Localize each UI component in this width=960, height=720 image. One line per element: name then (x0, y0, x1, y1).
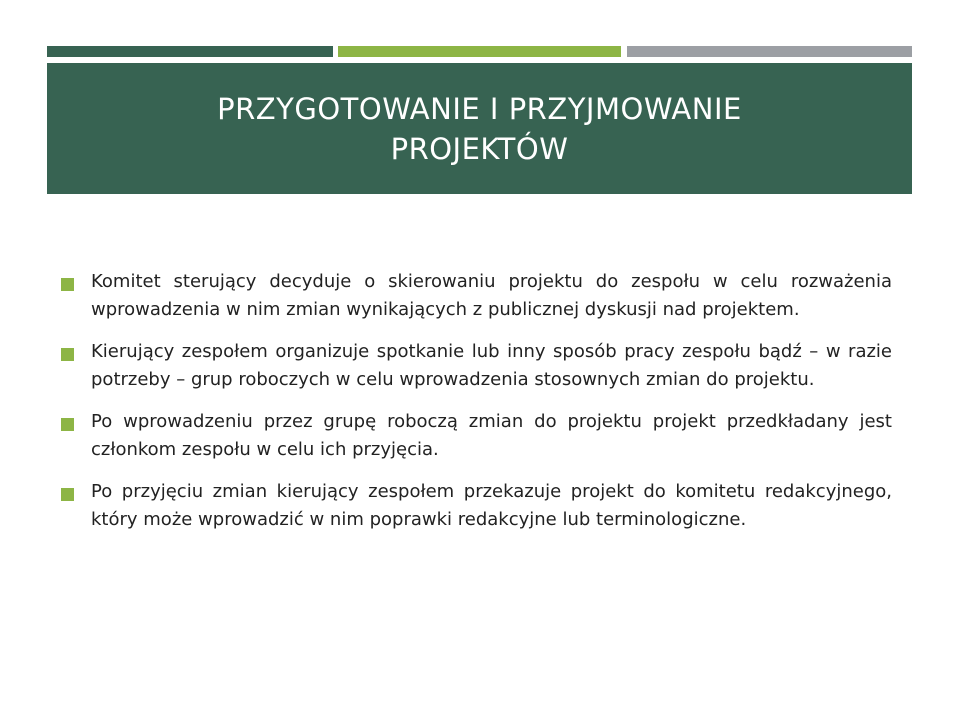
bullet-text: Komitet sterujący decyduje o skierowaniu projektu do zespołu w celu rozważenia wprowadzenia w nim zmian wynikających z publicznej dyskusji nad projektem. (91, 271, 892, 320)
square-bullet-icon (61, 278, 74, 291)
accent-bar-light-green (338, 46, 621, 57)
bullet-text: Po przyjęciu zmian kierujący zespołem przekazuje projekt do komitetu redakcyjnego, który może wprowadzić w nim poprawki redakcyjne lub terminologiczne. (91, 481, 892, 530)
bullet-list (60, 268, 892, 548)
bullet-text: Po wprowadzeniu przez grupę roboczą zmian do projektu projekt przedkładany jest członkom zespołu w celu ich przyjęcia. (91, 411, 892, 460)
square-bullet-icon (61, 348, 74, 361)
bullet-item (60, 338, 892, 394)
bullet-item (60, 268, 892, 324)
bullet-text: Kierujący zespołem organizuje spotkanie lub inny sposób pracy zespołu bądź – w razie potrzeby – grup roboczych w celu wprowadzenia stosownych zmian do projektu. (91, 341, 892, 390)
square-bullet-icon (61, 418, 74, 431)
slide-title: PRZYGOTOWANIE I PRZYJMOWANIE PROJEKTÓW (217, 91, 742, 166)
accent-bar-dark-green (47, 46, 333, 57)
accent-bar-gray (627, 46, 912, 57)
title-band (47, 63, 912, 194)
square-bullet-icon (61, 488, 74, 501)
bullet-item (60, 408, 892, 464)
bullet-item (60, 478, 892, 534)
